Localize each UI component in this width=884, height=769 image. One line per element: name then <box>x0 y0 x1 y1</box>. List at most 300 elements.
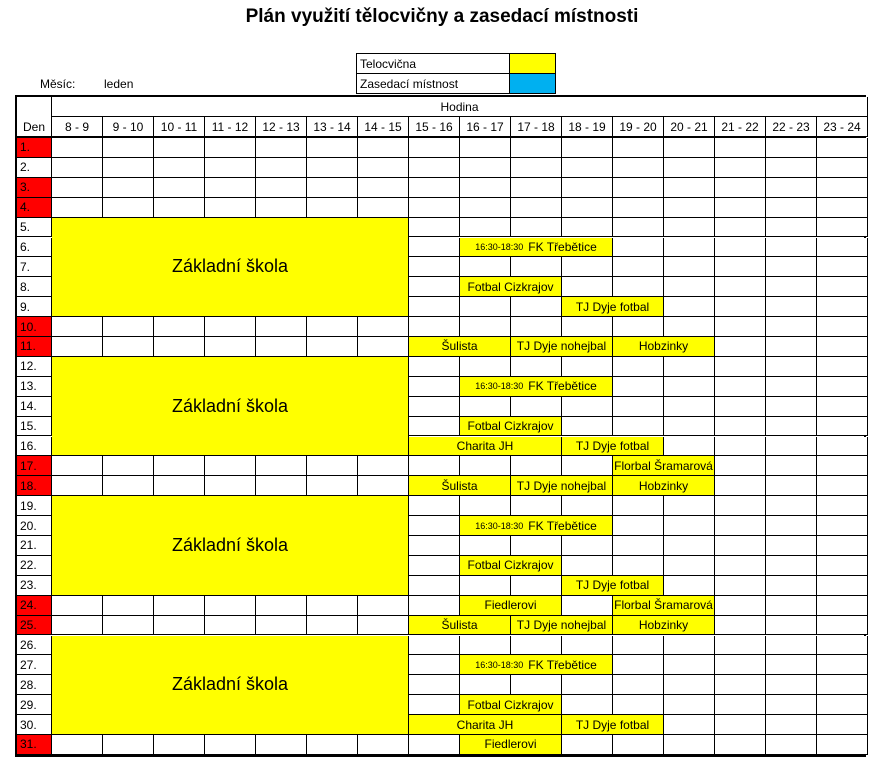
schedule-cell[interactable] <box>817 596 868 616</box>
schedule-cell[interactable] <box>715 675 766 695</box>
schedule-cell[interactable] <box>52 337 103 357</box>
schedule-cell[interactable] <box>613 516 664 536</box>
schedule-cell[interactable] <box>664 417 715 437</box>
schedule-cell[interactable] <box>817 476 868 496</box>
schedule-cell[interactable] <box>766 636 817 656</box>
schedule-cell[interactable] <box>154 138 205 158</box>
schedule-cell[interactable] <box>460 317 511 337</box>
schedule-cell[interactable] <box>613 655 664 675</box>
schedule-cell[interactable] <box>766 337 817 357</box>
schedule-cell[interactable] <box>409 417 460 437</box>
schedule-cell[interactable] <box>613 556 664 576</box>
schedule-cell[interactable] <box>613 636 664 656</box>
schedule-cell[interactable] <box>409 257 460 277</box>
schedule-cell[interactable] <box>256 317 307 337</box>
schedule-cell[interactable] <box>460 357 511 377</box>
schedule-cell[interactable] <box>562 675 613 695</box>
schedule-cell[interactable] <box>307 317 358 337</box>
schedule-cell[interactable] <box>766 238 817 258</box>
schedule-cell[interactable] <box>103 198 154 218</box>
event-block[interactable] <box>460 516 613 536</box>
schedule-cell[interactable] <box>664 496 715 516</box>
event-block[interactable] <box>409 476 511 496</box>
schedule-cell[interactable] <box>766 476 817 496</box>
schedule-cell[interactable] <box>766 735 817 755</box>
event-block[interactable] <box>460 735 562 755</box>
event-block[interactable] <box>409 337 511 357</box>
schedule-cell[interactable] <box>613 198 664 218</box>
event-block[interactable] <box>409 616 511 636</box>
schedule-cell[interactable] <box>511 198 562 218</box>
schedule-cell[interactable] <box>715 397 766 417</box>
schedule-cell[interactable] <box>817 317 868 337</box>
schedule-cell[interactable] <box>562 695 613 715</box>
schedule-cell[interactable] <box>715 516 766 536</box>
schedule-cell[interactable] <box>664 297 715 317</box>
schedule-cell[interactable] <box>817 158 868 178</box>
schedule-cell[interactable] <box>409 357 460 377</box>
schedule-cell[interactable] <box>256 735 307 755</box>
schedule-cell[interactable] <box>256 138 307 158</box>
event-block[interactable] <box>460 596 562 616</box>
schedule-cell[interactable] <box>205 616 256 636</box>
event-block[interactable] <box>562 437 664 457</box>
schedule-cell[interactable] <box>715 576 766 596</box>
schedule-cell[interactable] <box>562 397 613 417</box>
schedule-cell[interactable] <box>817 456 868 476</box>
schedule-cell[interactable] <box>562 257 613 277</box>
schedule-cell[interactable] <box>409 536 460 556</box>
schedule-cell[interactable] <box>103 138 154 158</box>
schedule-cell[interactable] <box>664 715 715 735</box>
schedule-cell[interactable] <box>664 516 715 536</box>
schedule-cell[interactable] <box>664 437 715 457</box>
schedule-cell[interactable] <box>613 218 664 238</box>
schedule-cell[interactable] <box>613 357 664 377</box>
schedule-cell[interactable] <box>664 138 715 158</box>
schedule-cell[interactable] <box>460 456 511 476</box>
event-block[interactable] <box>52 636 409 736</box>
schedule-cell[interactable] <box>613 158 664 178</box>
schedule-cell[interactable] <box>511 536 562 556</box>
schedule-cell[interactable] <box>256 198 307 218</box>
event-block[interactable] <box>409 715 562 735</box>
schedule-cell[interactable] <box>817 397 868 417</box>
event-block[interactable] <box>460 556 562 576</box>
event-block[interactable] <box>52 496 409 596</box>
schedule-cell[interactable] <box>664 695 715 715</box>
schedule-cell[interactable] <box>562 138 613 158</box>
schedule-cell[interactable] <box>460 198 511 218</box>
schedule-cell[interactable] <box>460 675 511 695</box>
schedule-cell[interactable] <box>409 178 460 198</box>
schedule-cell[interactable] <box>766 317 817 337</box>
schedule-cell[interactable] <box>409 297 460 317</box>
event-block[interactable] <box>460 377 613 397</box>
schedule-cell[interactable] <box>307 138 358 158</box>
event-block[interactable] <box>511 616 613 636</box>
schedule-cell[interactable] <box>205 596 256 616</box>
schedule-cell[interactable] <box>664 357 715 377</box>
schedule-cell[interactable] <box>52 138 103 158</box>
event-block[interactable] <box>613 616 715 636</box>
schedule-cell[interactable] <box>205 198 256 218</box>
schedule-cell[interactable] <box>460 636 511 656</box>
schedule-cell[interactable] <box>511 357 562 377</box>
schedule-cell[interactable] <box>817 257 868 277</box>
schedule-cell[interactable] <box>817 496 868 516</box>
schedule-cell[interactable] <box>205 735 256 755</box>
schedule-cell[interactable] <box>205 178 256 198</box>
schedule-cell[interactable] <box>358 138 409 158</box>
schedule-cell[interactable] <box>664 317 715 337</box>
schedule-cell[interactable] <box>103 616 154 636</box>
schedule-cell[interactable] <box>409 218 460 238</box>
schedule-cell[interactable] <box>715 317 766 337</box>
schedule-cell[interactable] <box>817 675 868 695</box>
schedule-cell[interactable] <box>52 596 103 616</box>
schedule-cell[interactable] <box>511 576 562 596</box>
schedule-cell[interactable] <box>52 317 103 337</box>
schedule-cell[interactable] <box>817 417 868 437</box>
schedule-cell[interactable] <box>52 735 103 755</box>
schedule-cell[interactable] <box>613 257 664 277</box>
event-block[interactable] <box>52 357 409 457</box>
schedule-cell[interactable] <box>613 178 664 198</box>
schedule-cell[interactable] <box>358 178 409 198</box>
schedule-cell[interactable] <box>562 178 613 198</box>
schedule-cell[interactable] <box>766 655 817 675</box>
schedule-cell[interactable] <box>409 556 460 576</box>
schedule-cell[interactable] <box>613 417 664 437</box>
schedule-cell[interactable] <box>613 238 664 258</box>
schedule-cell[interactable] <box>715 616 766 636</box>
schedule-cell[interactable] <box>817 238 868 258</box>
schedule-cell[interactable] <box>562 317 613 337</box>
schedule-cell[interactable] <box>409 655 460 675</box>
schedule-cell[interactable] <box>358 616 409 636</box>
schedule-cell[interactable] <box>460 397 511 417</box>
schedule-cell[interactable] <box>664 218 715 238</box>
schedule-cell[interactable] <box>817 616 868 636</box>
schedule-cell[interactable] <box>766 496 817 516</box>
schedule-cell[interactable] <box>766 715 817 735</box>
schedule-cell[interactable] <box>205 317 256 337</box>
schedule-cell[interactable] <box>511 397 562 417</box>
schedule-cell[interactable] <box>766 218 817 238</box>
schedule-cell[interactable] <box>664 238 715 258</box>
schedule-cell[interactable] <box>766 178 817 198</box>
schedule-cell[interactable] <box>715 476 766 496</box>
schedule-cell[interactable] <box>511 178 562 198</box>
schedule-cell[interactable] <box>103 596 154 616</box>
schedule-cell[interactable] <box>154 178 205 198</box>
schedule-cell[interactable] <box>817 198 868 218</box>
schedule-cell[interactable] <box>460 297 511 317</box>
schedule-cell[interactable] <box>358 317 409 337</box>
schedule-cell[interactable] <box>562 536 613 556</box>
schedule-cell[interactable] <box>307 178 358 198</box>
schedule-cell[interactable] <box>409 158 460 178</box>
schedule-cell[interactable] <box>715 377 766 397</box>
schedule-cell[interactable] <box>562 417 613 437</box>
schedule-cell[interactable] <box>715 238 766 258</box>
event-block[interactable] <box>613 337 715 357</box>
schedule-cell[interactable] <box>817 655 868 675</box>
schedule-cell[interactable] <box>817 297 868 317</box>
schedule-cell[interactable] <box>511 496 562 516</box>
schedule-cell[interactable] <box>154 616 205 636</box>
schedule-cell[interactable] <box>358 337 409 357</box>
schedule-cell[interactable] <box>307 456 358 476</box>
schedule-cell[interactable] <box>817 715 868 735</box>
schedule-cell[interactable] <box>511 158 562 178</box>
schedule-cell[interactable] <box>715 536 766 556</box>
schedule-cell[interactable] <box>715 158 766 178</box>
schedule-cell[interactable] <box>154 198 205 218</box>
schedule-cell[interactable] <box>664 675 715 695</box>
schedule-cell[interactable] <box>103 735 154 755</box>
schedule-cell[interactable] <box>409 516 460 536</box>
schedule-cell[interactable] <box>817 357 868 377</box>
schedule-cell[interactable] <box>103 158 154 178</box>
schedule-cell[interactable] <box>715 636 766 656</box>
schedule-cell[interactable] <box>664 277 715 297</box>
schedule-cell[interactable] <box>154 476 205 496</box>
schedule-cell[interactable] <box>664 158 715 178</box>
schedule-cell[interactable] <box>664 257 715 277</box>
schedule-cell[interactable] <box>715 655 766 675</box>
schedule-cell[interactable] <box>766 277 817 297</box>
schedule-cell[interactable] <box>766 417 817 437</box>
schedule-cell[interactable] <box>817 277 868 297</box>
schedule-cell[interactable] <box>205 476 256 496</box>
schedule-cell[interactable] <box>562 198 613 218</box>
schedule-cell[interactable] <box>511 218 562 238</box>
schedule-cell[interactable] <box>613 735 664 755</box>
schedule-cell[interactable] <box>766 536 817 556</box>
schedule-cell[interactable] <box>766 397 817 417</box>
event-block[interactable] <box>562 715 664 735</box>
schedule-cell[interactable] <box>664 536 715 556</box>
schedule-cell[interactable] <box>664 556 715 576</box>
schedule-cell[interactable] <box>256 158 307 178</box>
schedule-cell[interactable] <box>409 277 460 297</box>
schedule-cell[interactable] <box>817 556 868 576</box>
schedule-cell[interactable] <box>205 337 256 357</box>
schedule-cell[interactable] <box>256 596 307 616</box>
schedule-cell[interactable] <box>766 357 817 377</box>
schedule-cell[interactable] <box>664 178 715 198</box>
schedule-cell[interactable] <box>613 277 664 297</box>
schedule-cell[interactable] <box>817 178 868 198</box>
schedule-cell[interactable] <box>154 317 205 337</box>
schedule-cell[interactable] <box>511 675 562 695</box>
schedule-cell[interactable] <box>664 735 715 755</box>
schedule-cell[interactable] <box>409 596 460 616</box>
schedule-cell[interactable] <box>817 138 868 158</box>
schedule-cell[interactable] <box>817 377 868 397</box>
schedule-cell[interactable] <box>460 257 511 277</box>
schedule-cell[interactable] <box>766 437 817 457</box>
schedule-cell[interactable] <box>766 297 817 317</box>
schedule-cell[interactable] <box>664 576 715 596</box>
schedule-cell[interactable] <box>766 556 817 576</box>
schedule-cell[interactable] <box>103 456 154 476</box>
schedule-cell[interactable] <box>460 496 511 516</box>
schedule-cell[interactable] <box>358 158 409 178</box>
event-block[interactable] <box>613 456 715 476</box>
schedule-cell[interactable] <box>409 636 460 656</box>
schedule-cell[interactable] <box>409 317 460 337</box>
schedule-cell[interactable] <box>817 735 868 755</box>
schedule-cell[interactable] <box>154 456 205 476</box>
schedule-cell[interactable] <box>511 138 562 158</box>
event-block[interactable] <box>409 437 562 457</box>
schedule-cell[interactable] <box>511 257 562 277</box>
schedule-cell[interactable] <box>562 636 613 656</box>
schedule-cell[interactable] <box>256 337 307 357</box>
schedule-cell[interactable] <box>307 616 358 636</box>
event-block[interactable] <box>511 476 613 496</box>
schedule-cell[interactable] <box>766 158 817 178</box>
schedule-cell[interactable] <box>715 178 766 198</box>
schedule-cell[interactable] <box>766 576 817 596</box>
schedule-cell[interactable] <box>460 158 511 178</box>
schedule-cell[interactable] <box>460 576 511 596</box>
schedule-cell[interactable] <box>307 596 358 616</box>
event-block[interactable] <box>562 576 664 596</box>
schedule-cell[interactable] <box>103 317 154 337</box>
schedule-cell[interactable] <box>715 277 766 297</box>
schedule-cell[interactable] <box>103 476 154 496</box>
schedule-cell[interactable] <box>409 576 460 596</box>
schedule-cell[interactable] <box>409 675 460 695</box>
schedule-cell[interactable] <box>154 596 205 616</box>
schedule-cell[interactable] <box>715 337 766 357</box>
schedule-cell[interactable] <box>409 456 460 476</box>
event-block[interactable] <box>460 655 613 675</box>
schedule-cell[interactable] <box>613 317 664 337</box>
schedule-cell[interactable] <box>766 695 817 715</box>
schedule-cell[interactable] <box>766 596 817 616</box>
schedule-cell[interactable] <box>562 218 613 238</box>
event-block[interactable] <box>460 695 562 715</box>
schedule-cell[interactable] <box>664 377 715 397</box>
schedule-cell[interactable] <box>205 138 256 158</box>
event-block[interactable] <box>562 297 664 317</box>
schedule-cell[interactable] <box>562 357 613 377</box>
schedule-cell[interactable] <box>52 616 103 636</box>
schedule-cell[interactable] <box>766 456 817 476</box>
schedule-cell[interactable] <box>256 476 307 496</box>
event-block[interactable] <box>460 238 613 258</box>
schedule-cell[interactable] <box>256 178 307 198</box>
schedule-cell[interactable] <box>715 496 766 516</box>
schedule-cell[interactable] <box>817 337 868 357</box>
schedule-cell[interactable] <box>664 397 715 417</box>
schedule-cell[interactable] <box>307 158 358 178</box>
schedule-cell[interactable] <box>52 476 103 496</box>
schedule-cell[interactable] <box>52 456 103 476</box>
schedule-cell[interactable] <box>715 357 766 377</box>
schedule-cell[interactable] <box>817 218 868 238</box>
schedule-cell[interactable] <box>154 158 205 178</box>
schedule-cell[interactable] <box>766 516 817 536</box>
schedule-cell[interactable] <box>409 695 460 715</box>
event-block[interactable] <box>460 417 562 437</box>
schedule-cell[interactable] <box>715 735 766 755</box>
schedule-cell[interactable] <box>766 257 817 277</box>
schedule-cell[interactable] <box>358 198 409 218</box>
schedule-cell[interactable] <box>664 655 715 675</box>
schedule-cell[interactable] <box>307 337 358 357</box>
schedule-cell[interactable] <box>715 257 766 277</box>
schedule-cell[interactable] <box>358 596 409 616</box>
schedule-cell[interactable] <box>613 397 664 417</box>
schedule-cell[interactable] <box>715 695 766 715</box>
schedule-cell[interactable] <box>613 675 664 695</box>
schedule-cell[interactable] <box>562 596 613 616</box>
schedule-cell[interactable] <box>715 596 766 616</box>
schedule-cell[interactable] <box>562 277 613 297</box>
schedule-cell[interactable] <box>409 397 460 417</box>
schedule-cell[interactable] <box>613 496 664 516</box>
schedule-cell[interactable] <box>307 735 358 755</box>
schedule-cell[interactable] <box>358 476 409 496</box>
schedule-cell[interactable] <box>664 198 715 218</box>
event-block[interactable] <box>613 596 715 616</box>
event-block[interactable] <box>460 277 562 297</box>
schedule-cell[interactable] <box>358 735 409 755</box>
schedule-cell[interactable] <box>409 496 460 516</box>
schedule-cell[interactable] <box>613 695 664 715</box>
schedule-cell[interactable] <box>715 715 766 735</box>
schedule-cell[interactable] <box>715 456 766 476</box>
schedule-cell[interactable] <box>562 158 613 178</box>
schedule-cell[interactable] <box>766 616 817 636</box>
schedule-cell[interactable] <box>817 636 868 656</box>
schedule-cell[interactable] <box>409 377 460 397</box>
event-block[interactable] <box>52 218 409 318</box>
schedule-cell[interactable] <box>52 158 103 178</box>
schedule-cell[interactable] <box>715 297 766 317</box>
schedule-cell[interactable] <box>205 456 256 476</box>
schedule-cell[interactable] <box>52 178 103 198</box>
schedule-cell[interactable] <box>103 178 154 198</box>
schedule-cell[interactable] <box>715 417 766 437</box>
schedule-cell[interactable] <box>613 377 664 397</box>
schedule-cell[interactable] <box>562 556 613 576</box>
schedule-cell[interactable] <box>358 456 409 476</box>
schedule-cell[interactable] <box>766 675 817 695</box>
schedule-cell[interactable] <box>256 616 307 636</box>
schedule-cell[interactable] <box>817 576 868 596</box>
event-block[interactable] <box>511 337 613 357</box>
schedule-cell[interactable] <box>409 238 460 258</box>
schedule-cell[interactable] <box>460 218 511 238</box>
schedule-cell[interactable] <box>307 476 358 496</box>
schedule-cell[interactable] <box>154 337 205 357</box>
event-block[interactable] <box>613 476 715 496</box>
schedule-cell[interactable] <box>52 198 103 218</box>
schedule-cell[interactable] <box>613 536 664 556</box>
schedule-cell[interactable] <box>715 218 766 238</box>
schedule-cell[interactable] <box>817 437 868 457</box>
schedule-cell[interactable] <box>511 456 562 476</box>
schedule-cell[interactable] <box>460 178 511 198</box>
schedule-cell[interactable] <box>460 138 511 158</box>
